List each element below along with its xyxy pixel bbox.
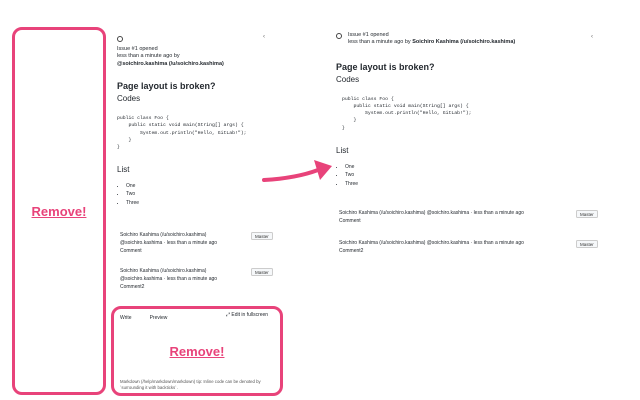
issue-author-link[interactable]: @soichiro.kashima (/u/soichiro.kashima): [117, 60, 224, 67]
code-block: public class Foo { public static void main(String[] args) { System.out.println("Hello, GitLab!"); } }: [342, 96, 472, 131]
comment-item: [339, 210, 579, 226]
role-badge: Master: [251, 268, 273, 276]
edit-fullscreen-link[interactable]: ⤢ Edit in fullscreen: [226, 312, 269, 318]
comment-body: Comment: [339, 217, 361, 224]
comment-item: [120, 268, 270, 291]
comment-body: Comment2: [120, 283, 145, 290]
role-badge: Master: [576, 240, 598, 248]
list-item: • Two: [345, 171, 586, 180]
code-block: public class Foo { public static void main(String[] args) { System.out.println("Hello, GitLab!"); } }: [117, 116, 247, 150]
issue-opened-line: Issue #1 opened: [348, 32, 389, 38]
list-item: • One: [345, 163, 586, 172]
close-icon[interactable]: ‹: [591, 34, 593, 40]
left-issue-panel: [117, 35, 277, 207]
issue-subtitle: Codes: [117, 94, 141, 104]
transition-arrow-icon: [262, 150, 334, 194]
remove-sidebar-callout: [12, 27, 106, 395]
list-heading: List: [117, 165, 130, 175]
role-badge: Master: [576, 210, 598, 218]
comment-author[interactable]: Soichiro Kashima (/u/soichiro.kashima): [120, 232, 207, 238]
comment-author[interactable]: Soichiro Kashima (/u/soichiro.kashima) @soichiro.kashima · less than a minute ago: [339, 210, 524, 216]
comment-author[interactable]: Soichiro Kashima (/u/soichiro.kashima) @soichiro.kashima · less than a minute ago: [339, 240, 524, 246]
tab-write[interactable]: Write: [120, 315, 132, 321]
issue-subtitle: Codes: [336, 74, 360, 84]
tab-preview[interactable]: Preview: [149, 315, 168, 321]
role-badge: Master: [251, 232, 273, 240]
issue-opened-line: Issue #1 opened: [117, 46, 158, 52]
comment-body: Comment: [120, 247, 142, 254]
list-item: • Three: [126, 199, 277, 208]
comment-body: Comment2: [339, 247, 364, 254]
issue-title: Page layout is broken?: [336, 61, 435, 72]
list-item: • Three: [345, 180, 586, 189]
close-icon[interactable]: ‹: [263, 34, 265, 40]
list-heading: List: [336, 145, 349, 155]
list-item: • Two: [126, 190, 277, 199]
list-item: • One: [126, 182, 277, 191]
comment-author[interactable]: Soichiro Kashima (/u/soichiro.kashima): [120, 268, 207, 274]
issue-time-line: less than a minute ago by: [348, 39, 411, 46]
comment-meta: @soichiro.kashima · less than a minute ago: [120, 275, 218, 282]
issue-time-line: less than a minute ago by: [117, 53, 180, 60]
remove-label: Remove!: [31, 203, 87, 219]
issue-author-link[interactable]: Soichiro Kashima (/u/soichiro.kashima): [412, 39, 516, 46]
issue-status-icon: [336, 33, 342, 39]
remove-label: Remove!: [169, 344, 225, 359]
fullscreen-icon: ⤢: [226, 312, 231, 318]
right-issue-panel: [336, 32, 586, 188]
comment-item: [339, 240, 579, 256]
issue-header: [336, 32, 586, 47]
issue-header: [117, 35, 277, 42]
comment-item: [120, 232, 270, 255]
issue-status-icon: [117, 36, 123, 42]
item-list: [336, 163, 586, 189]
issue-title: Page layout is broken?: [117, 81, 216, 92]
comment-meta: @soichiro.kashima · less than a minute ago: [120, 239, 218, 246]
item-list: [117, 182, 277, 208]
markdown-tip: Markdown (/help/markdown/markdown) tip: Inline code can be denoted by `surrounding it with backticks`.: [120, 379, 261, 391]
